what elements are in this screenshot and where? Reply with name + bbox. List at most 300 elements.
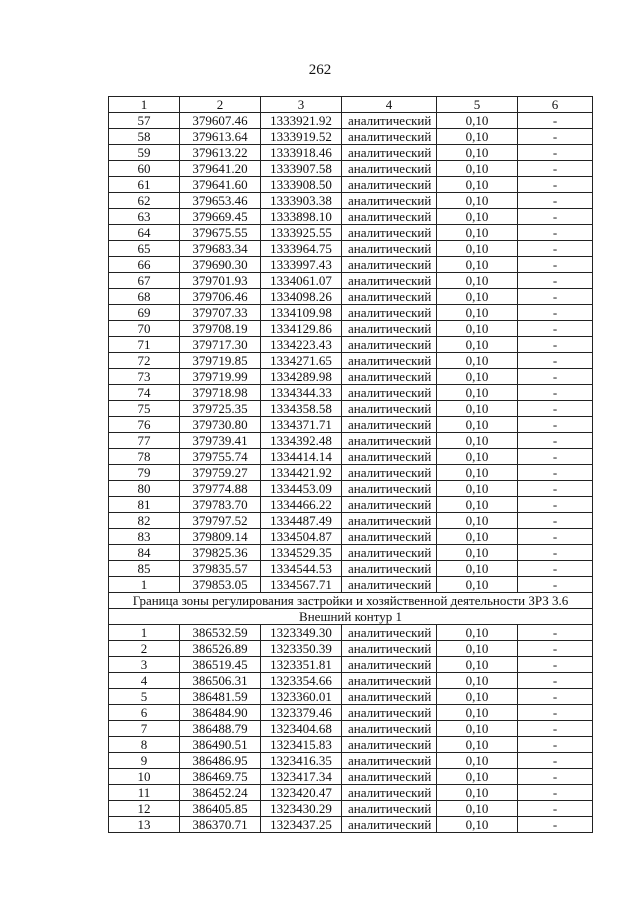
table-row [109,401,593,417]
table-row [109,705,593,721]
point-number-cell: 65 [109,241,180,257]
method-cell: аналитический [342,289,437,305]
table-row [109,449,593,465]
note-cell: - [518,513,593,529]
table-row [109,785,593,801]
y-coordinate-cell: 1333997.43 [261,257,342,273]
table-row [109,529,593,545]
method-cell: аналитический [342,497,437,513]
note-cell: - [518,705,593,721]
table-row [109,337,593,353]
accuracy-cell: 0,10 [437,433,518,449]
accuracy-cell: 0,10 [437,305,518,321]
x-coordinate-cell: 379719.85 [180,353,261,369]
y-coordinate-cell: 1334544.53 [261,561,342,577]
y-coordinate-cell: 1333918.46 [261,145,342,161]
note-cell: - [518,529,593,545]
y-coordinate-cell: 1323360.01 [261,689,342,705]
table-row [109,321,593,337]
x-coordinate-cell: 379774.88 [180,481,261,497]
method-cell: аналитический [342,433,437,449]
note-cell: - [518,449,593,465]
accuracy-cell: 0,10 [437,657,518,673]
x-coordinate-cell: 386486.95 [180,753,261,769]
accuracy-cell: 0,10 [437,385,518,401]
method-cell: аналитический [342,385,437,401]
point-number-cell: 81 [109,497,180,513]
method-cell: аналитический [342,561,437,577]
x-coordinate-cell: 379809.14 [180,529,261,545]
accuracy-cell: 0,10 [437,369,518,385]
y-coordinate-cell: 1333903.38 [261,193,342,209]
note-cell: - [518,497,593,513]
point-number-cell: 61 [109,177,180,193]
y-coordinate-cell: 1334392.48 [261,433,342,449]
point-number-cell: 58 [109,129,180,145]
point-number-cell: 75 [109,401,180,417]
method-cell: аналитический [342,129,437,145]
note-cell: - [518,257,593,273]
note-cell: - [518,801,593,817]
method-cell: аналитический [342,625,437,641]
table-row [109,305,593,321]
accuracy-cell: 0,10 [437,561,518,577]
note-cell: - [518,769,593,785]
accuracy-cell: 0,10 [437,769,518,785]
x-coordinate-cell: 386506.31 [180,673,261,689]
note-cell: - [518,545,593,561]
accuracy-cell: 0,10 [437,721,518,737]
note-cell: - [518,673,593,689]
note-cell: - [518,481,593,497]
y-coordinate-cell: 1334529.35 [261,545,342,561]
table-row [109,497,593,513]
point-number-cell: 13 [109,817,180,833]
y-coordinate-cell: 1334344.33 [261,385,342,401]
y-coordinate-cell: 1334371.71 [261,417,342,433]
page-number: 262 [308,62,332,78]
x-coordinate-cell: 379718.98 [180,385,261,401]
header-cell: 4 [342,97,437,113]
table-row [109,209,593,225]
x-coordinate-cell: 379613.64 [180,129,261,145]
note-cell: - [518,625,593,641]
note-cell: - [518,305,593,321]
note-cell: - [518,353,593,369]
y-coordinate-cell: 1334466.22 [261,497,342,513]
accuracy-cell: 0,10 [437,529,518,545]
method-cell: аналитический [342,577,437,593]
x-coordinate-cell: 379641.20 [180,161,261,177]
note-cell: - [518,817,593,833]
note-cell: - [518,561,593,577]
method-cell: аналитический [342,337,437,353]
note-cell: - [518,337,593,353]
accuracy-cell: 0,10 [437,689,518,705]
x-coordinate-cell: 386452.24 [180,785,261,801]
x-coordinate-cell: 386526.89 [180,641,261,657]
accuracy-cell: 0,10 [437,161,518,177]
x-coordinate-cell: 379725.35 [180,401,261,417]
method-cell: аналитический [342,161,437,177]
point-number-cell: 68 [109,289,180,305]
accuracy-cell: 0,10 [437,753,518,769]
x-coordinate-cell: 379719.99 [180,369,261,385]
point-number-cell: 83 [109,529,180,545]
method-cell: аналитический [342,529,437,545]
header-cell: 6 [518,97,593,113]
note-cell: - [518,721,593,737]
x-coordinate-cell: 379675.55 [180,225,261,241]
point-number-cell: 5 [109,689,180,705]
y-coordinate-cell: 1334421.92 [261,465,342,481]
note-cell: - [518,401,593,417]
accuracy-cell: 0,10 [437,289,518,305]
note-cell: - [518,113,593,129]
x-coordinate-cell: 379853.05 [180,577,261,593]
point-number-cell: 69 [109,305,180,321]
method-cell: аналитический [342,177,437,193]
table-row [109,817,593,833]
section-title-row [109,593,593,609]
method-cell: аналитический [342,545,437,561]
method-cell: аналитический [342,673,437,689]
point-number-cell: 77 [109,433,180,449]
note-cell: - [518,209,593,225]
y-coordinate-cell: 1334098.26 [261,289,342,305]
x-coordinate-cell: 379755.74 [180,449,261,465]
point-number-cell: 85 [109,561,180,577]
y-coordinate-cell: 1334289.98 [261,369,342,385]
accuracy-cell: 0,10 [437,737,518,753]
note-cell: - [518,193,593,209]
table-row [109,481,593,497]
table-row [109,577,593,593]
x-coordinate-cell: 379835.57 [180,561,261,577]
method-cell: аналитический [342,369,437,385]
x-coordinate-cell: 386490.51 [180,737,261,753]
method-cell: аналитический [342,657,437,673]
point-number-cell: 71 [109,337,180,353]
point-number-cell: 62 [109,193,180,209]
x-coordinate-cell: 379607.46 [180,113,261,129]
point-number-cell: 2 [109,641,180,657]
point-number-cell: 1 [109,577,180,593]
x-coordinate-cell: 379641.60 [180,177,261,193]
table-row [109,545,593,561]
table-row [109,673,593,689]
table-row [109,273,593,289]
y-coordinate-cell: 1334129.86 [261,321,342,337]
method-cell: аналитический [342,753,437,769]
method-cell: аналитический [342,705,437,721]
x-coordinate-cell: 379783.70 [180,497,261,513]
note-cell: - [518,433,593,449]
x-coordinate-cell: 379669.45 [180,209,261,225]
method-cell: аналитический [342,721,437,737]
point-number-cell: 8 [109,737,180,753]
x-coordinate-cell: 386519.45 [180,657,261,673]
y-coordinate-cell: 1323417.34 [261,769,342,785]
method-cell: аналитический [342,257,437,273]
accuracy-cell: 0,10 [437,177,518,193]
table-row [109,177,593,193]
x-coordinate-cell: 379683.34 [180,241,261,257]
point-number-cell: 73 [109,369,180,385]
accuracy-cell: 0,10 [437,113,518,129]
table-row [109,561,593,577]
table-row [109,625,593,641]
point-number-cell: 4 [109,673,180,689]
x-coordinate-cell: 379708.19 [180,321,261,337]
point-number-cell: 79 [109,465,180,481]
accuracy-cell: 0,10 [437,785,518,801]
x-coordinate-cell: 386532.59 [180,625,261,641]
note-cell: - [518,753,593,769]
header-cell: 5 [437,97,518,113]
accuracy-cell: 0,10 [437,641,518,657]
table-row [109,641,593,657]
y-coordinate-cell: 1323354.66 [261,673,342,689]
x-coordinate-cell: 379759.27 [180,465,261,481]
header-row [109,97,593,113]
y-coordinate-cell: 1333925.55 [261,225,342,241]
point-number-cell: 70 [109,321,180,337]
note-cell: - [518,385,593,401]
y-coordinate-cell: 1323415.83 [261,737,342,753]
method-cell: аналитический [342,785,437,801]
point-number-cell: 60 [109,161,180,177]
y-coordinate-cell: 1334453.09 [261,481,342,497]
y-coordinate-cell: 1323404.68 [261,721,342,737]
coordinates-table [108,96,593,833]
y-coordinate-cell: 1334271.65 [261,353,342,369]
note-cell: - [518,161,593,177]
method-cell: аналитический [342,145,437,161]
accuracy-cell: 0,10 [437,801,518,817]
x-coordinate-cell: 379706.46 [180,289,261,305]
table-row [109,193,593,209]
method-cell: аналитический [342,641,437,657]
accuracy-cell: 0,10 [437,257,518,273]
y-coordinate-cell: 1323349.30 [261,625,342,641]
note-cell: - [518,577,593,593]
y-coordinate-cell: 1333921.92 [261,113,342,129]
method-cell: аналитический [342,465,437,481]
x-coordinate-cell: 386405.85 [180,801,261,817]
accuracy-cell: 0,10 [437,353,518,369]
x-coordinate-cell: 379613.22 [180,145,261,161]
table-row [109,353,593,369]
method-cell: аналитический [342,113,437,129]
y-coordinate-cell: 1333919.52 [261,129,342,145]
point-number-cell: 63 [109,209,180,225]
x-coordinate-cell: 379717.30 [180,337,261,353]
accuracy-cell: 0,10 [437,673,518,689]
method-cell: аналитический [342,209,437,225]
table-row [109,721,593,737]
accuracy-cell: 0,10 [437,145,518,161]
point-number-cell: 76 [109,417,180,433]
y-coordinate-cell: 1333964.75 [261,241,342,257]
subsection-title-row [109,609,593,625]
method-cell: аналитический [342,225,437,241]
note-cell: - [518,657,593,673]
note-cell: - [518,465,593,481]
method-cell: аналитический [342,801,437,817]
table-row [109,465,593,481]
accuracy-cell: 0,10 [437,449,518,465]
point-number-cell: 57 [109,113,180,129]
note-cell: - [518,289,593,305]
accuracy-cell: 0,10 [437,705,518,721]
point-number-cell: 78 [109,449,180,465]
method-cell: аналитический [342,417,437,433]
table-row [109,385,593,401]
point-number-cell: 82 [109,513,180,529]
table-row [109,161,593,177]
point-number-cell: 72 [109,353,180,369]
method-cell: аналитический [342,689,437,705]
note-cell: - [518,145,593,161]
point-number-cell: 9 [109,753,180,769]
y-coordinate-cell: 1334223.43 [261,337,342,353]
table-row [109,433,593,449]
x-coordinate-cell: 386484.90 [180,705,261,721]
table-row [109,113,593,129]
section-title: Граница зоны регулирования застройки и хозяйственной деятельности ЗРЗ 3.6 [109,593,593,609]
method-cell: аналитический [342,241,437,257]
note-cell: - [518,689,593,705]
method-cell: аналитический [342,305,437,321]
accuracy-cell: 0,10 [437,545,518,561]
y-coordinate-cell: 1334487.49 [261,513,342,529]
y-coordinate-cell: 1334504.87 [261,529,342,545]
header-cell: 1 [109,97,180,113]
method-cell: аналитический [342,481,437,497]
accuracy-cell: 0,10 [437,241,518,257]
note-cell: - [518,369,593,385]
y-coordinate-cell: 1323379.46 [261,705,342,721]
method-cell: аналитический [342,817,437,833]
table-row [109,689,593,705]
table-row [109,769,593,785]
table-row [109,801,593,817]
table-row [109,513,593,529]
accuracy-cell: 0,10 [437,321,518,337]
table-row [109,241,593,257]
table-row [109,417,593,433]
point-number-cell: 59 [109,145,180,161]
accuracy-cell: 0,10 [437,817,518,833]
y-coordinate-cell: 1323350.39 [261,641,342,657]
accuracy-cell: 0,10 [437,513,518,529]
point-number-cell: 66 [109,257,180,273]
accuracy-cell: 0,10 [437,625,518,641]
table-row [109,257,593,273]
y-coordinate-cell: 1323437.25 [261,817,342,833]
accuracy-cell: 0,10 [437,481,518,497]
y-coordinate-cell: 1333907.58 [261,161,342,177]
method-cell: аналитический [342,273,437,289]
header-cell: 3 [261,97,342,113]
table-row [109,145,593,161]
x-coordinate-cell: 379690.30 [180,257,261,273]
table-row [109,225,593,241]
y-coordinate-cell: 1323420.47 [261,785,342,801]
point-number-cell: 12 [109,801,180,817]
method-cell: аналитический [342,737,437,753]
note-cell: - [518,737,593,753]
method-cell: аналитический [342,513,437,529]
note-cell: - [518,273,593,289]
point-number-cell: 7 [109,721,180,737]
x-coordinate-cell: 379739.41 [180,433,261,449]
method-cell: аналитический [342,193,437,209]
point-number-cell: 6 [109,705,180,721]
point-number-cell: 10 [109,769,180,785]
x-coordinate-cell: 379730.80 [180,417,261,433]
point-number-cell: 84 [109,545,180,561]
coordinates-table-body [109,97,593,833]
method-cell: аналитический [342,449,437,465]
x-coordinate-cell: 386488.79 [180,721,261,737]
accuracy-cell: 0,10 [437,417,518,433]
subsection-title: Внешний контур 1 [109,609,593,625]
accuracy-cell: 0,10 [437,273,518,289]
note-cell: - [518,641,593,657]
x-coordinate-cell: 386481.59 [180,689,261,705]
point-number-cell: 11 [109,785,180,801]
table-row [109,369,593,385]
point-number-cell: 74 [109,385,180,401]
table-row [109,129,593,145]
method-cell: аналитический [342,401,437,417]
y-coordinate-cell: 1334414.14 [261,449,342,465]
method-cell: аналитический [342,769,437,785]
table-row [109,289,593,305]
note-cell: - [518,417,593,433]
point-number-cell: 3 [109,657,180,673]
point-number-cell: 64 [109,225,180,241]
x-coordinate-cell: 379825.36 [180,545,261,561]
y-coordinate-cell: 1334061.07 [261,273,342,289]
note-cell: - [518,241,593,257]
point-number-cell: 1 [109,625,180,641]
accuracy-cell: 0,10 [437,337,518,353]
y-coordinate-cell: 1323416.35 [261,753,342,769]
y-coordinate-cell: 1323430.29 [261,801,342,817]
x-coordinate-cell: 386370.71 [180,817,261,833]
accuracy-cell: 0,10 [437,209,518,225]
accuracy-cell: 0,10 [437,129,518,145]
y-coordinate-cell: 1334567.71 [261,577,342,593]
table-row [109,737,593,753]
method-cell: аналитический [342,321,437,337]
accuracy-cell: 0,10 [437,497,518,513]
accuracy-cell: 0,10 [437,577,518,593]
point-number-cell: 80 [109,481,180,497]
y-coordinate-cell: 1323351.81 [261,657,342,673]
accuracy-cell: 0,10 [437,225,518,241]
note-cell: - [518,785,593,801]
note-cell: - [518,225,593,241]
y-coordinate-cell: 1333908.50 [261,177,342,193]
table-row [109,753,593,769]
header-cell: 2 [180,97,261,113]
x-coordinate-cell: 379701.93 [180,273,261,289]
y-coordinate-cell: 1334358.58 [261,401,342,417]
